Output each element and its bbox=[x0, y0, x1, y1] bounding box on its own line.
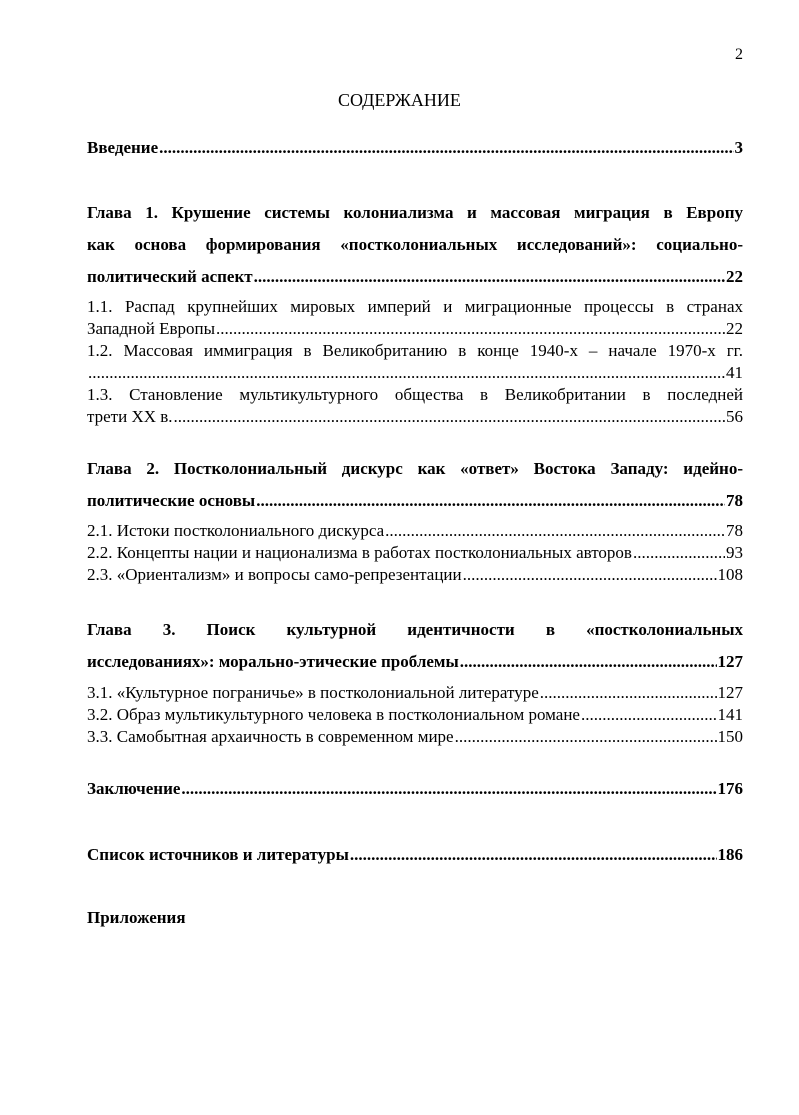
section-1-3-line-2: трети XX в. bbox=[87, 407, 173, 426]
leader-dots bbox=[88, 362, 725, 384]
toc-sections-3 bbox=[87, 682, 743, 748]
leader-dots bbox=[350, 843, 717, 867]
section-2-1-label: 2.1. Истоки постколониального дискурса bbox=[87, 521, 385, 540]
section-1-3-line-1[interactable]: 1.3. Становление мультикультурного общества в Великобритании в последней bbox=[87, 385, 743, 404]
section-2-1[interactable] bbox=[87, 520, 743, 542]
section-3-3-page: 150 bbox=[717, 727, 743, 746]
section-3-2-page: 141 bbox=[717, 705, 743, 724]
toc-sources-label: Список источников и литературы bbox=[87, 845, 349, 864]
toc-conclusion-page: 176 bbox=[717, 779, 743, 798]
toc-sections-2 bbox=[87, 520, 743, 586]
toc-appendix[interactable] bbox=[87, 906, 743, 930]
section-3-2-label: 3.2. Образ мультикультурного человека в постколониальном романе bbox=[87, 705, 580, 724]
leader-dots bbox=[174, 406, 725, 428]
section-3-1[interactable] bbox=[87, 682, 743, 704]
chapter-1-page: 22 bbox=[726, 267, 743, 286]
toc-chapter-1[interactable] bbox=[87, 197, 743, 293]
leader-dots bbox=[385, 520, 725, 542]
toc-conclusion-label: Заключение bbox=[87, 779, 181, 798]
toc-sources-page: 186 bbox=[717, 845, 743, 864]
section-1-3-page: 56 bbox=[726, 407, 743, 426]
toc-sources[interactable] bbox=[87, 843, 743, 867]
leader-dots bbox=[159, 136, 733, 160]
section-2-3[interactable] bbox=[87, 564, 743, 586]
section-3-3-label: 3.3. Самобытная архаичность в современном мире bbox=[87, 727, 454, 746]
chapter-2-line-2: политические основы bbox=[87, 491, 256, 510]
toc-chapter-3[interactable] bbox=[87, 614, 743, 678]
chapter-1-line-1: Глава 1. Крушение системы колониализма и массовая миграция в Европу bbox=[87, 203, 743, 222]
section-1-1-line-1[interactable]: 1.1. Распад крупнейших мировых империй и миграционные процессы в странах bbox=[87, 297, 743, 316]
section-1-1-page: 22 bbox=[726, 319, 743, 338]
leader-dots bbox=[181, 777, 716, 801]
chapter-2-line-1: Глава 2. Постколониальный дискурс как «ответ» Востока Западу: идейно- bbox=[87, 459, 743, 478]
section-3-1-page: 127 bbox=[717, 683, 743, 702]
leader-dots bbox=[540, 682, 717, 704]
leader-dots bbox=[463, 564, 717, 586]
toc-intro-page: 3 bbox=[734, 138, 743, 157]
page-number: 2 bbox=[735, 46, 743, 63]
toc-chapter-2[interactable] bbox=[87, 453, 743, 517]
section-2-3-page: 108 bbox=[717, 565, 743, 584]
section-3-1-label: 3.1. «Культурное пограничье» в постколониальной литературе bbox=[87, 683, 539, 702]
leader-dots bbox=[256, 485, 725, 517]
section-1-1[interactable] bbox=[87, 318, 743, 340]
chapter-3-page: 127 bbox=[717, 652, 743, 671]
section-2-2-label: 2.2. Концепты нации и национализма в работах постколониальных авторов bbox=[87, 543, 632, 562]
toc-sections-1 bbox=[87, 296, 743, 428]
section-1-3[interactable] bbox=[87, 406, 743, 428]
leader-dots bbox=[581, 704, 717, 726]
leader-dots bbox=[455, 726, 717, 748]
toc-intro-label: Введение bbox=[87, 138, 159, 157]
section-2-1-page: 78 bbox=[726, 521, 743, 540]
chapter-1-line-2: как основа формирования «постколониальных исследований»: социально- bbox=[87, 235, 743, 254]
chapter-3-line-1: Глава 3. Поиск культурной идентичности в «постколониальных bbox=[87, 620, 743, 639]
section-3-3[interactable] bbox=[87, 726, 743, 748]
leader-dots bbox=[254, 261, 725, 293]
section-3-2[interactable] bbox=[87, 704, 743, 726]
section-1-2-line-1[interactable]: 1.2. Массовая иммиграция в Великобританию в конце 1940-х – начале 1970-х гг. bbox=[87, 341, 743, 360]
section-1-2[interactable] bbox=[87, 362, 743, 384]
chapter-2-page: 78 bbox=[726, 491, 743, 510]
section-2-3-label: 2.3. «Ориентализм» и вопросы само-репрезентации bbox=[87, 565, 462, 584]
chapter-1-line-3: политический аспект bbox=[87, 267, 253, 286]
page-title: СОДЕРЖАНИЕ bbox=[338, 90, 461, 110]
section-1-1-line-2: Западной Европы bbox=[87, 319, 216, 338]
section-2-2[interactable] bbox=[87, 542, 743, 564]
leader-dots bbox=[460, 646, 717, 678]
leader-dots bbox=[633, 542, 725, 564]
section-1-2-page: 41 bbox=[726, 363, 743, 382]
leader-dots bbox=[216, 318, 725, 340]
section-2-2-page: 93 bbox=[726, 543, 743, 562]
toc-conclusion[interactable] bbox=[87, 777, 743, 801]
chapter-3-line-2: исследованиях»: морально-этические проблемы bbox=[87, 652, 459, 671]
toc-appendix-label: Приложения bbox=[87, 908, 186, 927]
toc-intro[interactable] bbox=[87, 136, 743, 160]
